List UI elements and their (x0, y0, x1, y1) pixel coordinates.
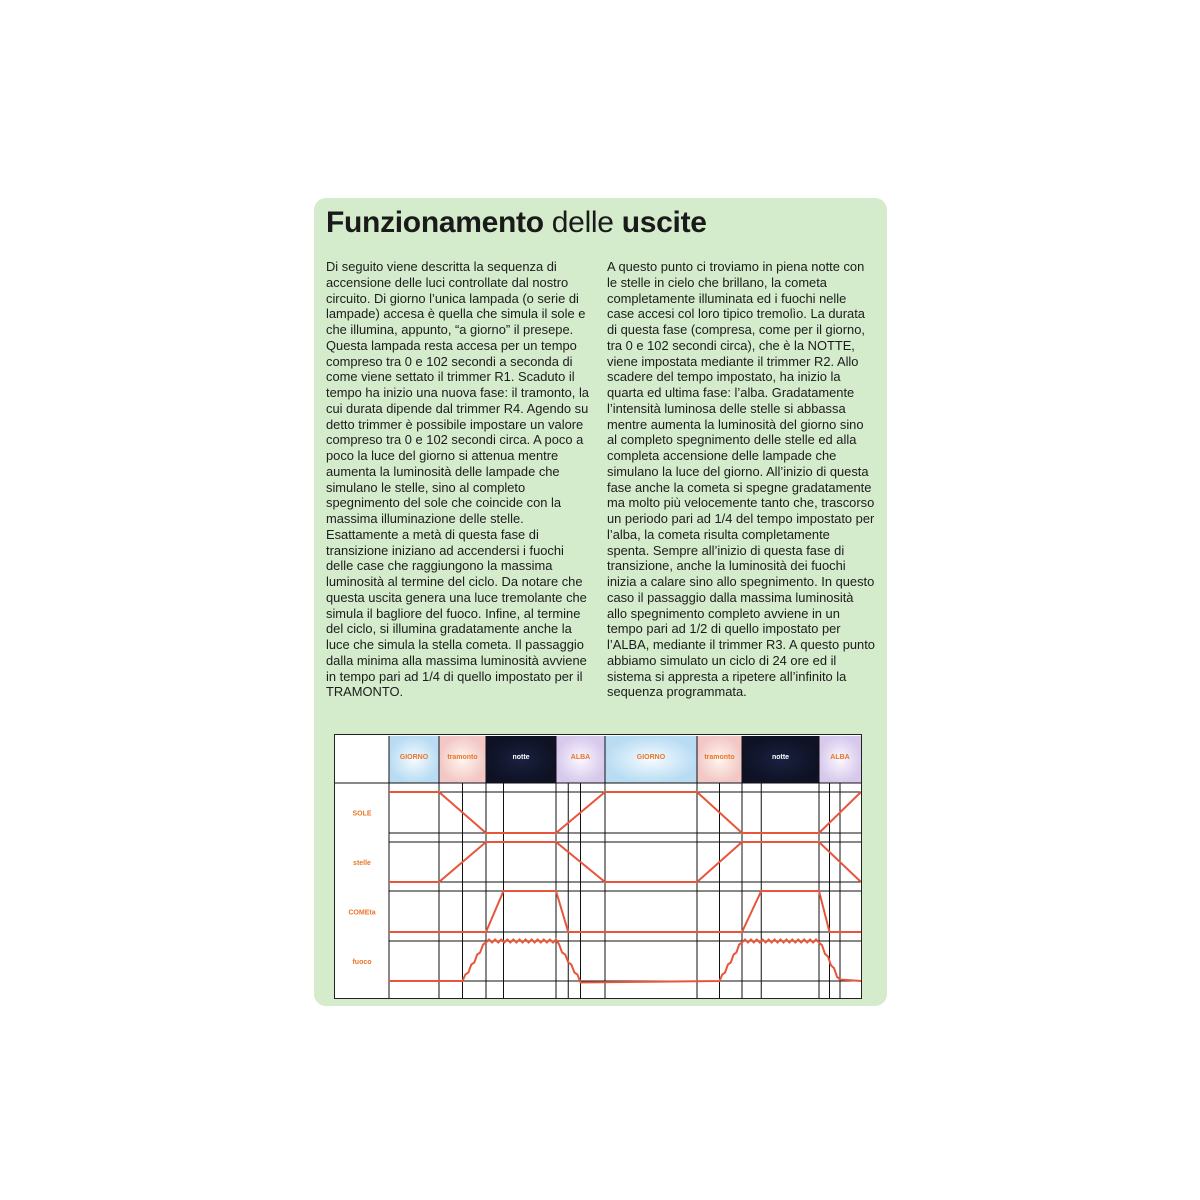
signal-label: SOLE (352, 810, 372, 818)
page-title: Funzionamento delle uscite (326, 206, 707, 239)
signal-trace (389, 792, 861, 833)
phase-label: tramonto (704, 754, 735, 761)
article-column-left (326, 259, 594, 700)
phase-label: ALBA (570, 754, 591, 761)
timing-diagram (334, 734, 862, 999)
article-column-right (607, 259, 875, 700)
phase-label: GIORNO (636, 754, 666, 761)
timing-diagram-svg (335, 735, 861, 998)
phase-label: notte (512, 754, 530, 761)
signal-trace (389, 940, 861, 983)
signal-label: COMEta (348, 909, 376, 917)
phase-label: GIORNO (399, 754, 429, 761)
signal-trace (389, 842, 861, 882)
phase-label: tramonto (447, 754, 478, 761)
signal-trace (389, 891, 861, 932)
signal-label: fuoco (352, 959, 372, 966)
phase-label: ALBA (830, 754, 850, 761)
phase-label: notte (771, 754, 790, 761)
article-text-left: Di seguito viene descritta la sequenza di accensione delle luci controllate dal nostro circuito. Di giorno l’unica lampada (o serie di lampade) accesa è quella che simula il sole e che illumina, appunto, “a giorno” il presepe. Questa lampada resta accesa per un tempo compreso tra 0 e 102 secondi a seconda di come viene settato il trimmer R1. Scaduto il tempo ha inizio una nuova fase: il tramonto, la cui durata dipende dal trimmer R4. Agendo su detto trimmer è possibile impostare un valore compreso tra 0 e 102 secondi circa. A poco a poco la luce del giorno si attenua mentre aumenta la luminosità delle lampade che simulano le stelle, sino al completo spegnimento del sole che coincide con la massima illuminazione delle stelle. Esattamente a metà di questa fase di transizione iniziano ad accendersi i fuochi delle case che raggiungono la massima luminosità al termine del ciclo. Da notare che questa uscita genera una luce tremolante che simula il bagliore del fuoco. Infine, al termine del ciclo, si illumina gradatamente anche la luce che simula la stella cometa. Il passaggio dalla minima alla massima luminosità avviene in tempo pari ad 1/4 di quello impostato per il TRAMONTO. (326, 259, 589, 700)
signal-label: stelle (353, 860, 371, 867)
article-text-right: A questo punto ci troviamo in piena notte con le stelle in cielo che brillano, la cometa completamente illuminata ed i fuochi nelle case accesi col loro tipico tremolìo. La durata di questa fase (compresa, come per il giorno, tra 0 e 102 secondi circa), che è la NOTTE, viene impostata mediante il trimmer R2. Allo scadere del tempo impostato, ha inizio la quarta ed ultima fase: l’alba. Gradatamente l’intensità luminosa delle stelle si abbassa mentre aumenta la luminosità del giorno sino al completo spegnimento delle stelle ed alla completa accensione delle lampade che simulano la luce del giorno. All’inizio di questa fase anche la cometa si spegne gradatamente ma molto più velocemente tanto che, trascorso un periodo pari ad 1/4 del tempo impostato per l’alba, la cometa risulta completamente spenta. Sempre all’inizio di questa fase di transizione, anche la luminosità dei fuochi inizia a calare sino allo spegnimento. In questo caso il passaggio dalla massima luminosità allo spegnimento completo avviene in un tempo pari ad 1/2 di quello impostato per l’ALBA, mediante il trimmer R3. A questo punto abbiamo simulato un ciclo di 24 ore ed il sistema si appresta a ripetere all’infinito la sequenza programmata. (607, 259, 875, 700)
